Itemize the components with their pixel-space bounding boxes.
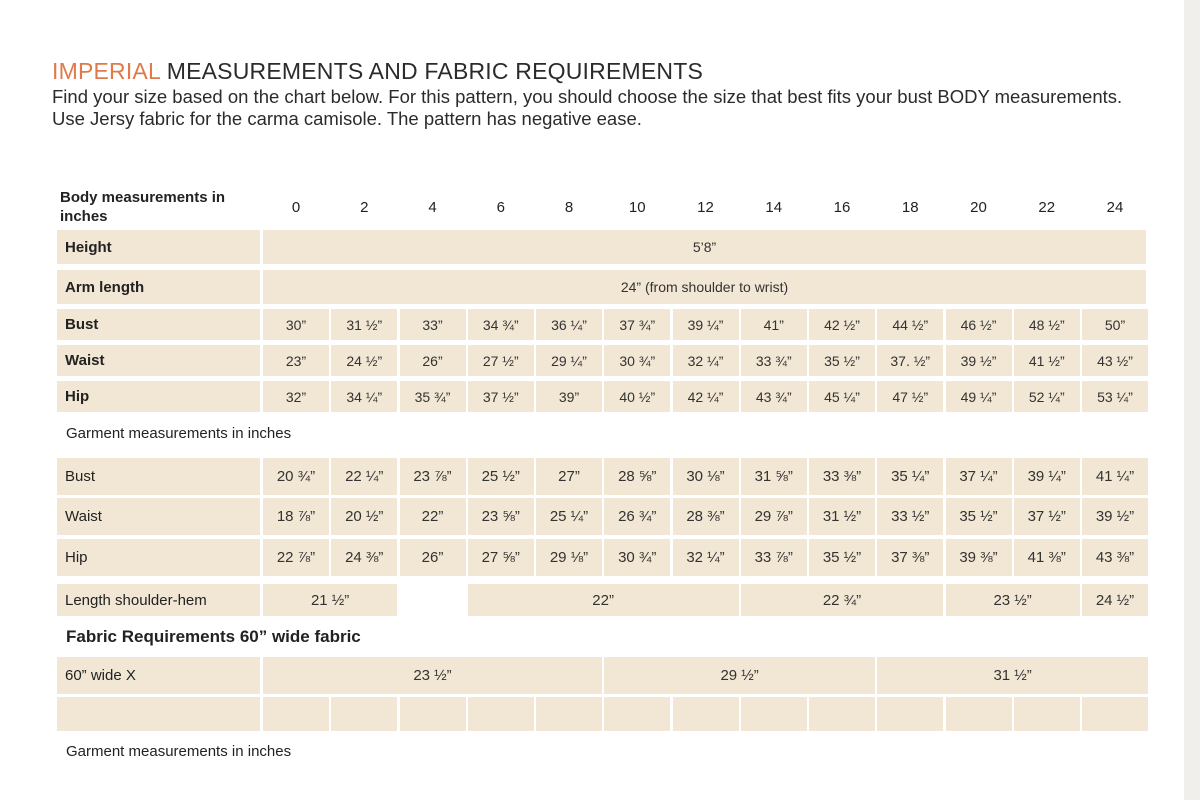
body-cell: 49 ¼” [946, 381, 1012, 412]
body-cell: 39 ½” [946, 345, 1012, 376]
length-cell: 21 ½” [263, 584, 397, 616]
size-header-4: 4 [428, 199, 437, 216]
garment-row-label: Waist [57, 498, 260, 535]
body-cell: 40 ½” [604, 381, 670, 412]
garment-cell: 26” [400, 539, 466, 576]
garment-cell: 23 ⅞” [400, 458, 466, 495]
size-header-18: 18 [901, 199, 919, 216]
garment-cell: 35 ½” [946, 498, 1012, 535]
garment-cell: 20 ¾” [263, 458, 329, 495]
garment-cell: 35 ¼” [877, 458, 943, 495]
body-cell: 26” [400, 345, 466, 376]
garment-cell: 30 ⅛” [673, 458, 739, 495]
body-cell: 30” [263, 309, 329, 340]
empty-cell [604, 697, 670, 731]
empty-cell [1014, 697, 1080, 731]
length-row-label: Length shoulder-hem [57, 584, 260, 616]
body-cell: 43 ½” [1082, 345, 1148, 376]
length-cell: 23 ½” [946, 584, 1080, 616]
body-cell: 35 ¾” [400, 381, 466, 412]
body-row-label: Arm length [57, 270, 260, 304]
empty-cell [741, 697, 807, 731]
length-cell: 24 ½” [1082, 584, 1148, 616]
body-cell: 33” [400, 309, 466, 340]
body-cell: 53 ¼” [1082, 381, 1148, 412]
body-cell: 23” [263, 345, 329, 376]
body-cell: 34 ¼” [331, 381, 397, 412]
garment-cell: 26 ¾” [604, 498, 670, 535]
garment-cell: 29 ⅞” [741, 498, 807, 535]
size-header-14: 14 [765, 199, 783, 216]
garment-row-label: Bust [57, 458, 260, 495]
garment-cell: 29 ⅛” [536, 539, 602, 576]
garment-cell: 33 ⅞” [741, 539, 807, 576]
empty-cell [673, 697, 739, 731]
garment-cell: 37 ¼” [946, 458, 1012, 495]
body-cell: 36 ¼” [536, 309, 602, 340]
garment-cell: 28 ⅜” [673, 498, 739, 535]
size-header-6: 6 [496, 199, 505, 216]
empty-cell [263, 697, 329, 731]
body-cell: 45 ¼” [809, 381, 875, 412]
page-title [52, 58, 703, 85]
garment-cell: 22 ⅞” [263, 539, 329, 576]
body-cell: 42 ¼” [673, 381, 739, 412]
body-cell: 30 ¾” [604, 345, 670, 376]
garment-cell: 23 ⅝” [468, 498, 534, 535]
garment-cell: 30 ¾” [604, 539, 670, 576]
size-header-16: 16 [833, 199, 851, 216]
empty-cell [877, 697, 943, 731]
garment-cell: 39 ⅜” [946, 539, 1012, 576]
body-cell: 35 ½” [809, 345, 875, 376]
body-row-label: Height [57, 230, 260, 264]
garment-cell: 18 ⅞” [263, 498, 329, 535]
length-cell: 22” [468, 584, 739, 616]
page-edge-strip [1184, 0, 1200, 800]
body-cell: 44 ½” [877, 309, 943, 340]
body-cell: 32 ¼” [673, 345, 739, 376]
body-cell: 32” [263, 381, 329, 412]
garment-cell: 33 ½” [877, 498, 943, 535]
fabric-cell: 23 ½” [263, 657, 602, 694]
garment-cell: 31 ⅝” [741, 458, 807, 495]
body-cell: 43 ¾” [741, 381, 807, 412]
size-header-20: 20 [970, 199, 987, 216]
body-cell: 50” [1082, 309, 1148, 340]
body-cell: 48 ½” [1014, 309, 1080, 340]
header-label: Body measurements in inches [60, 189, 226, 225]
garment-cell: 32 ¼” [673, 539, 739, 576]
body-cell: 37 ½” [468, 381, 534, 412]
garment-section-title: Garment measurements in inches [66, 425, 292, 442]
size-header-22: 22 [1038, 199, 1056, 216]
body-cell: 29 ¼” [536, 345, 602, 376]
size-header-24: 24 [1106, 199, 1124, 216]
empty-cell [468, 697, 534, 731]
body-cell: 34 ¾” [468, 309, 534, 340]
body-cell: 24 ½” [331, 345, 397, 376]
empty-cell [946, 697, 1012, 731]
garment-cell: 28 ⅝” [604, 458, 670, 495]
body-cell: 41” [741, 309, 807, 340]
body-cell: 46 ½” [946, 309, 1012, 340]
intro-line-2: Use Jersy fabric for the carma camisole. The pattern has negative ease. [52, 108, 642, 129]
garment-cell: 39 ½” [1082, 498, 1148, 535]
body-cell: 27 ½” [468, 345, 534, 376]
body-cell: 47 ½” [877, 381, 943, 412]
size-header-8: 8 [564, 199, 574, 216]
body-cell: 37 ¾” [604, 309, 670, 340]
garment-cell: 25 ½” [468, 458, 534, 495]
empty-cell [809, 697, 875, 731]
garment-cell: 31 ½” [809, 498, 875, 535]
empty-row-label [57, 697, 260, 731]
garment-cell: 41 ⅜” [1014, 539, 1080, 576]
garment-cell: 22” [400, 498, 466, 535]
body-cell: 37. ½” [877, 345, 943, 376]
body-cell: 39 ¼” [673, 309, 739, 340]
fabric-cell: 31 ½” [877, 657, 1148, 694]
garment-cell: 43 ⅜” [1082, 539, 1148, 576]
empty-cell [536, 697, 602, 731]
body-row-label: Bust [57, 309, 260, 340]
garment-cell: 22 ¼” [331, 458, 397, 495]
garment-cell: 35 ½” [809, 539, 875, 576]
body-cell: 39” [536, 381, 602, 412]
body-merged-value: 5’8” [263, 230, 1146, 264]
garment-cell: 24 ⅜” [331, 539, 397, 576]
body-cell: 41 ½” [1014, 345, 1080, 376]
size-header-10: 10 [628, 199, 646, 216]
intro-text [52, 86, 1122, 130]
title-accent: IMPERIAL [52, 58, 161, 84]
fabric-section-title: Fabric Requirements 60” wide fabric [66, 627, 361, 646]
garment-cell: 37 ½” [1014, 498, 1080, 535]
size-header-12: 12 [697, 199, 714, 216]
size-header-0: 0 [291, 199, 301, 216]
size-header-2: 2 [360, 199, 369, 216]
garment-cell: 37 ⅜” [877, 539, 943, 576]
garment-cell: 33 ⅜” [809, 458, 875, 495]
garment-row-label: Hip [57, 539, 260, 576]
garment-cell: 41 ¼” [1082, 458, 1148, 495]
body-cell: 31 ½” [331, 309, 397, 340]
body-cell: 42 ½” [809, 309, 875, 340]
title-rest: MEASUREMENTS AND FABRIC REQUIREMENTS [166, 58, 703, 84]
body-row-label: Waist [57, 345, 260, 376]
garment-cell: 39 ¼” [1014, 458, 1080, 495]
garment-cell: 25 ¼” [536, 498, 602, 535]
garment-cell: 27 ⅝” [468, 539, 534, 576]
body-cell: 52 ¼” [1014, 381, 1080, 412]
empty-cell [1082, 697, 1148, 731]
garment-cell: 20 ½” [331, 498, 397, 535]
footer-section-title: Garment measurements in inches [66, 743, 292, 760]
garment-cell: 27” [536, 458, 602, 495]
fabric-row-label: 60” wide X [57, 657, 260, 694]
body-merged-value: 24” (from shoulder to wrist) [263, 270, 1146, 304]
fabric-cell: 29 ½” [604, 657, 875, 694]
length-cell: 22 ¾” [741, 584, 944, 616]
body-cell: 33 ¾” [741, 345, 807, 376]
empty-cell [400, 697, 466, 731]
empty-cell [331, 697, 397, 731]
body-row-label: Hip [57, 381, 260, 412]
intro-line-1: Find your size based on the chart below. For this pattern, you should choose the size that best fits your bust BODY measurements. [52, 86, 1123, 107]
